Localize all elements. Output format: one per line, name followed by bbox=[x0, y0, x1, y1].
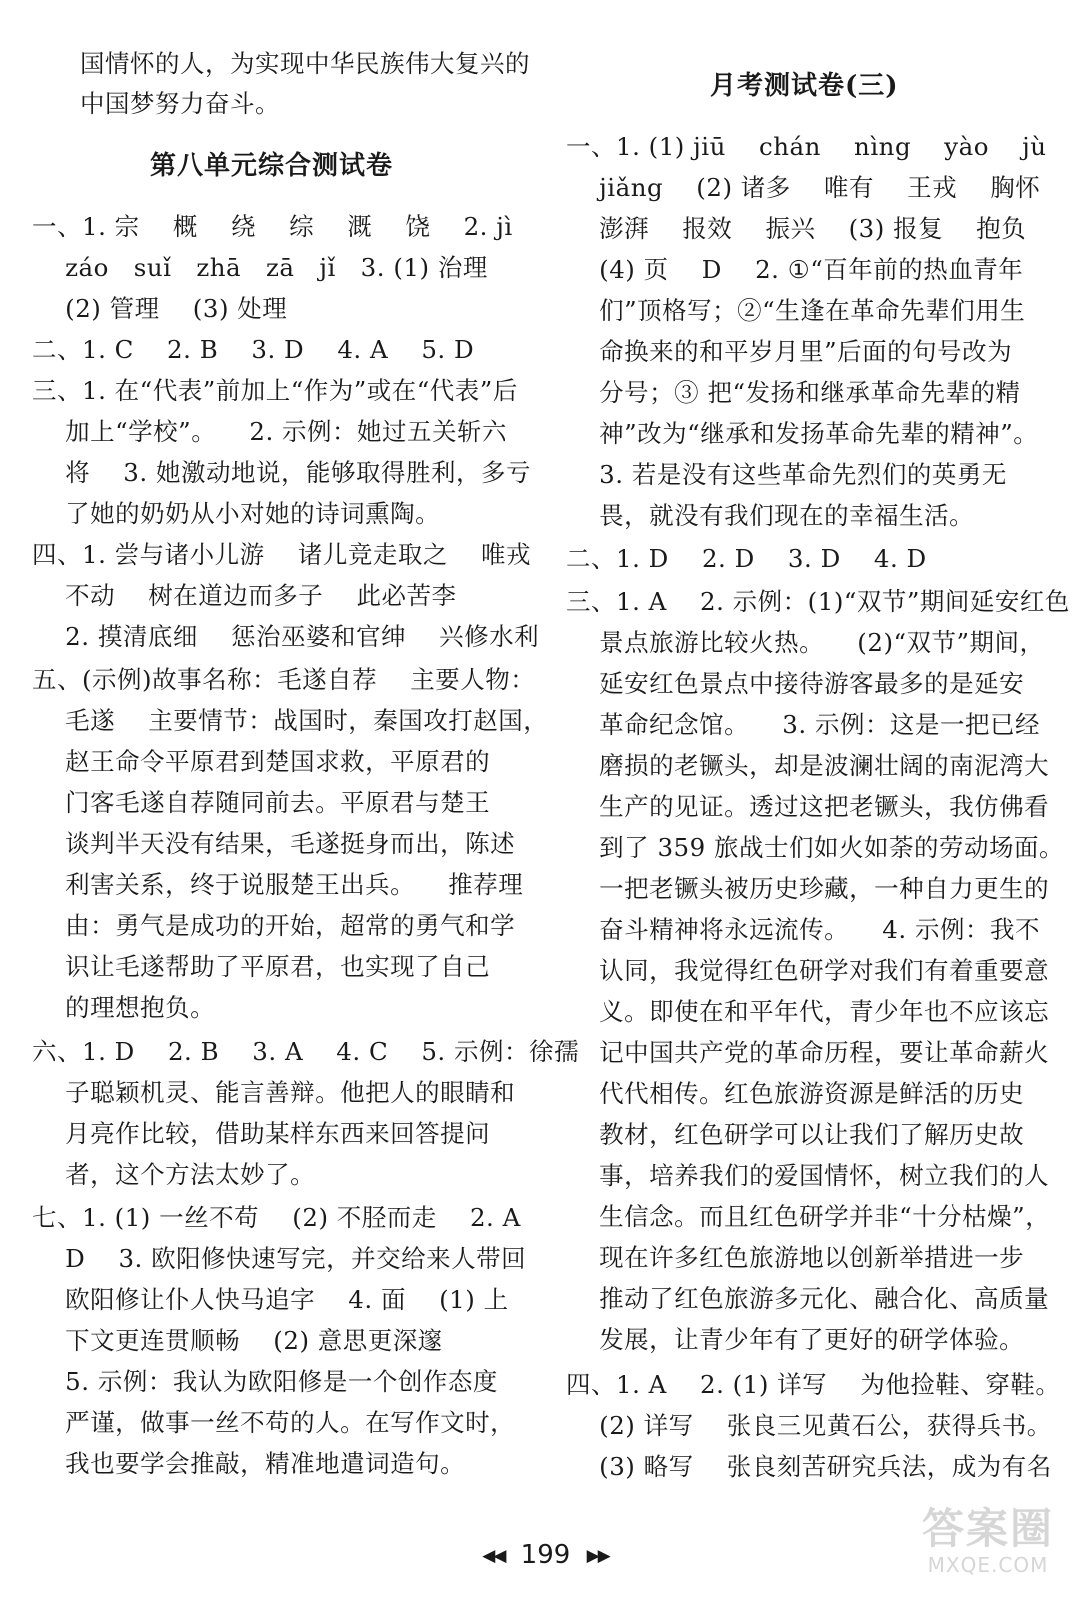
answer-line: 5. 示例：我认为欧阳修是一个创作态度 bbox=[32, 1367, 498, 1396]
answer-line: 二、1. C 2. B 3. D 4. A 5. D bbox=[32, 335, 475, 364]
answer-line: 澎湃 报效 振兴 (3) 报复 抱负 bbox=[566, 214, 1027, 243]
section-title-unit-8: 第八单元综合测试卷 bbox=[150, 151, 394, 181]
answer-line: 3. 若是没有这些革命先烈们的英勇无 bbox=[566, 460, 1007, 489]
answer-line: 门客毛遂自荐随同前去。平原君与楚王 bbox=[32, 788, 491, 817]
intro-line-2: 中国梦努力奋斗。 bbox=[80, 89, 280, 118]
answer-line: 义。即使在和平年代，青少年也不应该忘 bbox=[566, 997, 1050, 1026]
watermark-logo bbox=[913, 1505, 1063, 1585]
answer-line: 们”顶格写；②“生逢在革命先辈们用生 bbox=[566, 296, 1026, 325]
answer-line: 革命纪念馆。 3. 示例：这是一把已经 bbox=[566, 710, 1040, 739]
answer-line: 欧阳修让仆人快马追字 4. 面 (1) 上 bbox=[32, 1285, 509, 1314]
answer-line: 的理想抱负。 bbox=[32, 993, 216, 1022]
section-title-monthly-test: 月考测试卷(三) bbox=[710, 71, 899, 101]
answer-line: 下文更连贯顺畅 (2) 意思更深邃 bbox=[32, 1326, 443, 1355]
answer-line: 发展，让青少年有了更好的研学体验。 bbox=[566, 1325, 1025, 1354]
answer-line: 月亮作比较，借助某样东西来回答提问 bbox=[32, 1119, 491, 1148]
answer-line: 磨损的老镢头，却是波澜壮阔的南泥湾大 bbox=[566, 751, 1050, 780]
answer-line: 景点旅游比较火热。 (2)“双节”期间， bbox=[566, 628, 1045, 657]
answer-line: 2. 摸清底细 惩治巫婆和官绅 兴修水利 bbox=[32, 622, 540, 651]
next-arrows-icon: ▶▶ bbox=[586, 1545, 609, 1566]
answer-line: 一、1. 宗 概 绕 综 溉 饶 2. jì bbox=[32, 212, 513, 241]
answer-line: 记中国共产党的革命历程，要让革命薪火 bbox=[566, 1038, 1050, 1067]
answer-line: (4) 页 D 2. ①“百年前的热血青年 bbox=[566, 255, 1024, 284]
answer-line: 不动 树在道边而多子 此必苦李 bbox=[32, 581, 457, 610]
answer-line: 事，培养我们的爱国情怀，树立我们的人 bbox=[566, 1161, 1050, 1190]
page-number: 199 bbox=[520, 1540, 571, 1570]
answer-line: 命换来的和平岁月里”后面的句号改为 bbox=[566, 337, 1013, 366]
answer-line: 毛遂 主要情节：战国时，秦国攻打赵国， bbox=[32, 706, 549, 735]
answer-line: 五、(示例)故事名称：毛遂自荐 主要人物： bbox=[32, 665, 536, 694]
answer-line: 一把老镢头被历史珍藏，一种自力更生的 bbox=[566, 874, 1050, 903]
answer-line: 将 3. 她激动地说，能够取得胜利，多亏 bbox=[32, 458, 531, 487]
answer-line: 识让毛遂帮助了平原君，也实现了自己 bbox=[32, 952, 491, 981]
answer-line: (2) 管理 (3) 处理 bbox=[32, 294, 288, 323]
answer-line: 一、1. (1) jiū chán nìng yào jù bbox=[566, 132, 1047, 161]
answer-line: 四、1. 尝与诸小儿游 诸儿竞走取之 唯戎 bbox=[32, 540, 531, 569]
answer-line: 到了 359 旅战士们如火如荼的劳动场面。 bbox=[566, 833, 1064, 862]
answer-line: 神”改为“继承和发扬革命先辈的精神”。 bbox=[566, 419, 1039, 448]
answer-line: 延安红色景点中接待游客最多的是延安 bbox=[566, 669, 1025, 698]
answer-line: 谈判半天没有结果，毛遂挺身而出，陈述 bbox=[32, 829, 516, 858]
answer-line: 现在许多红色旅游地以创新举措进一步 bbox=[566, 1243, 1025, 1272]
answer-line: (2) 详写 张良三见黄石公，获得兵书。 bbox=[566, 1411, 1052, 1440]
answer-line: 由：勇气是成功的开始，超常的勇气和学 bbox=[32, 911, 516, 940]
answer-line: 我也要学会推敲，精准地遣词造句。 bbox=[32, 1449, 466, 1478]
answer-line: 严谨，做事一丝不苟的人。在写作文时， bbox=[32, 1408, 516, 1437]
answer-line: 子聪颖机灵、能言善辩。他把人的眼睛和 bbox=[32, 1078, 516, 1107]
previous-arrows-icon: ◀◀ bbox=[482, 1545, 505, 1566]
answer-line: 四、1. A 2. (1) 详写 为他捡鞋、穿鞋。 bbox=[566, 1370, 1061, 1399]
answer-line: záo suǐ zhā zā jǐ 3. (1) 治理 bbox=[32, 253, 488, 282]
answer-line: 六、1. D 2. B 3. A 4. C 5. 示例：徐孺 bbox=[32, 1037, 580, 1066]
answer-line: 三、1. 在“代表”前加上“作为”或在“代表”后 bbox=[32, 376, 518, 405]
answer-line: 赵王命令平原君到楚国求救，平原君的 bbox=[32, 747, 491, 776]
answer-line: 推动了红色旅游多元化、融合化、高质量 bbox=[566, 1284, 1050, 1313]
answer-line: 奋斗精神将永远流传。 4. 示例：我不 bbox=[566, 915, 1040, 944]
answer-line: 认同，我觉得红色研学对我们有着重要意 bbox=[566, 956, 1050, 985]
answer-line: 了她的奶奶从小对她的诗词熏陶。 bbox=[32, 499, 441, 528]
answer-line: 者，这个方法太妙了。 bbox=[32, 1160, 316, 1189]
answer-line: 代代相传。红色旅游资源是鲜活的历史 bbox=[566, 1079, 1025, 1108]
answer-line: (3) 略写 张良刻苦研究兵法，成为有名 bbox=[566, 1452, 1052, 1481]
answer-line: 畏，就没有我们现在的幸福生活。 bbox=[566, 501, 975, 530]
answer-line: 加上“学校”。 2. 示例：她过五关斩六 bbox=[32, 417, 508, 446]
answer-line: 七、1. (1) 一丝不苟 (2) 不胫而走 2. A bbox=[32, 1203, 521, 1232]
answer-line: 生产的见证。透过这把老镢头，我仿佛看 bbox=[566, 792, 1050, 821]
answer-line: 利害关系，终于说服楚王出兵。 推荐理 bbox=[32, 870, 524, 899]
answer-line: 分号；③ 把“发扬和继承革命先辈的精 bbox=[566, 378, 1021, 407]
answer-line: 三、1. A 2. 示例：(1)“双节”期间延安红色 bbox=[566, 587, 1070, 616]
intro-line-1: 国情怀的人，为实现中华民族伟大复兴的 bbox=[80, 49, 530, 78]
answer-line: 教材，红色研学可以让我们了解历史故 bbox=[566, 1120, 1025, 1149]
watermark-url: MXQE.COM bbox=[927, 1553, 1049, 1577]
answer-line: D 3. 欧阳修快速写完，并交给来人带回 bbox=[32, 1244, 527, 1273]
answer-line: jiǎng (2) 诸多 唯有 王戎 胸怀 bbox=[566, 173, 1041, 202]
answer-line: 二、1. D 2. D 3. D 4. D bbox=[566, 544, 927, 573]
watermark-text: 答案圈 bbox=[921, 1504, 1054, 1553]
answer-line: 生信念。而且红色研学并非“十分枯燥”， bbox=[566, 1202, 1051, 1231]
